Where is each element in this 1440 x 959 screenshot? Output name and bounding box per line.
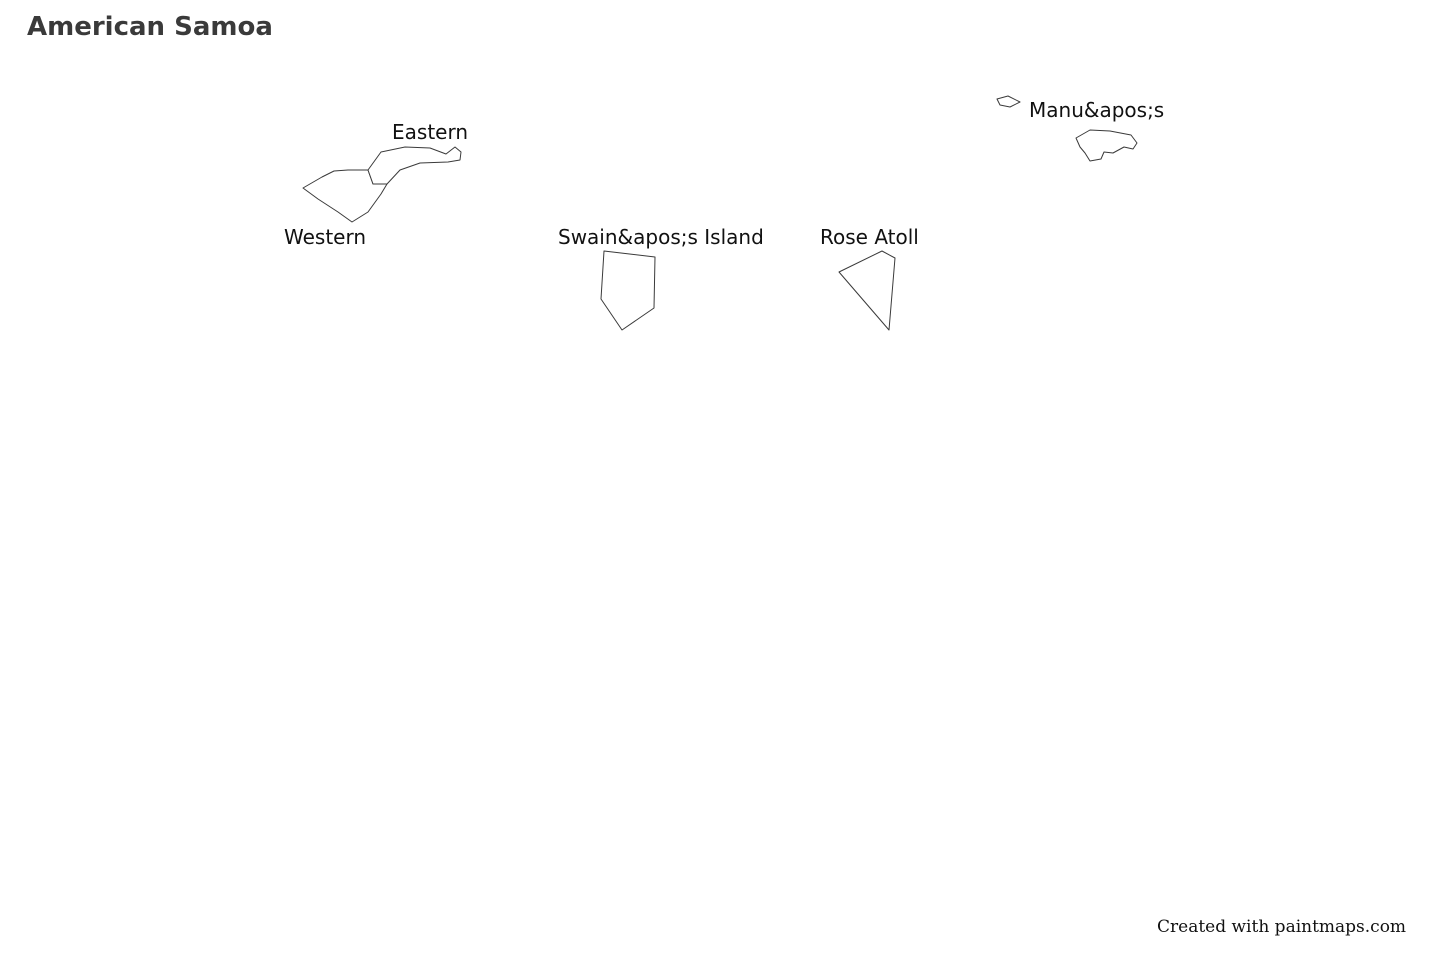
- credit-text: Created with paintmaps.com: [1157, 917, 1407, 937]
- eastern-label: Eastern: [392, 120, 469, 144]
- tau-island-shape[interactable]: [1076, 130, 1137, 161]
- western-label: Western: [284, 225, 367, 249]
- swains-island-shape[interactable]: [601, 251, 655, 330]
- rose-atoll-shape[interactable]: [839, 251, 895, 330]
- ofu-olosega-shape[interactable]: [997, 96, 1020, 107]
- swains-island-label: Swain&apos;s Island: [558, 225, 764, 249]
- eastern-district-shape[interactable]: [368, 147, 461, 184]
- map-title: American Samoa: [27, 12, 273, 42]
- manua-label: Manu&apos;s: [1029, 98, 1165, 122]
- rose-atoll-label: Rose Atoll: [820, 225, 919, 249]
